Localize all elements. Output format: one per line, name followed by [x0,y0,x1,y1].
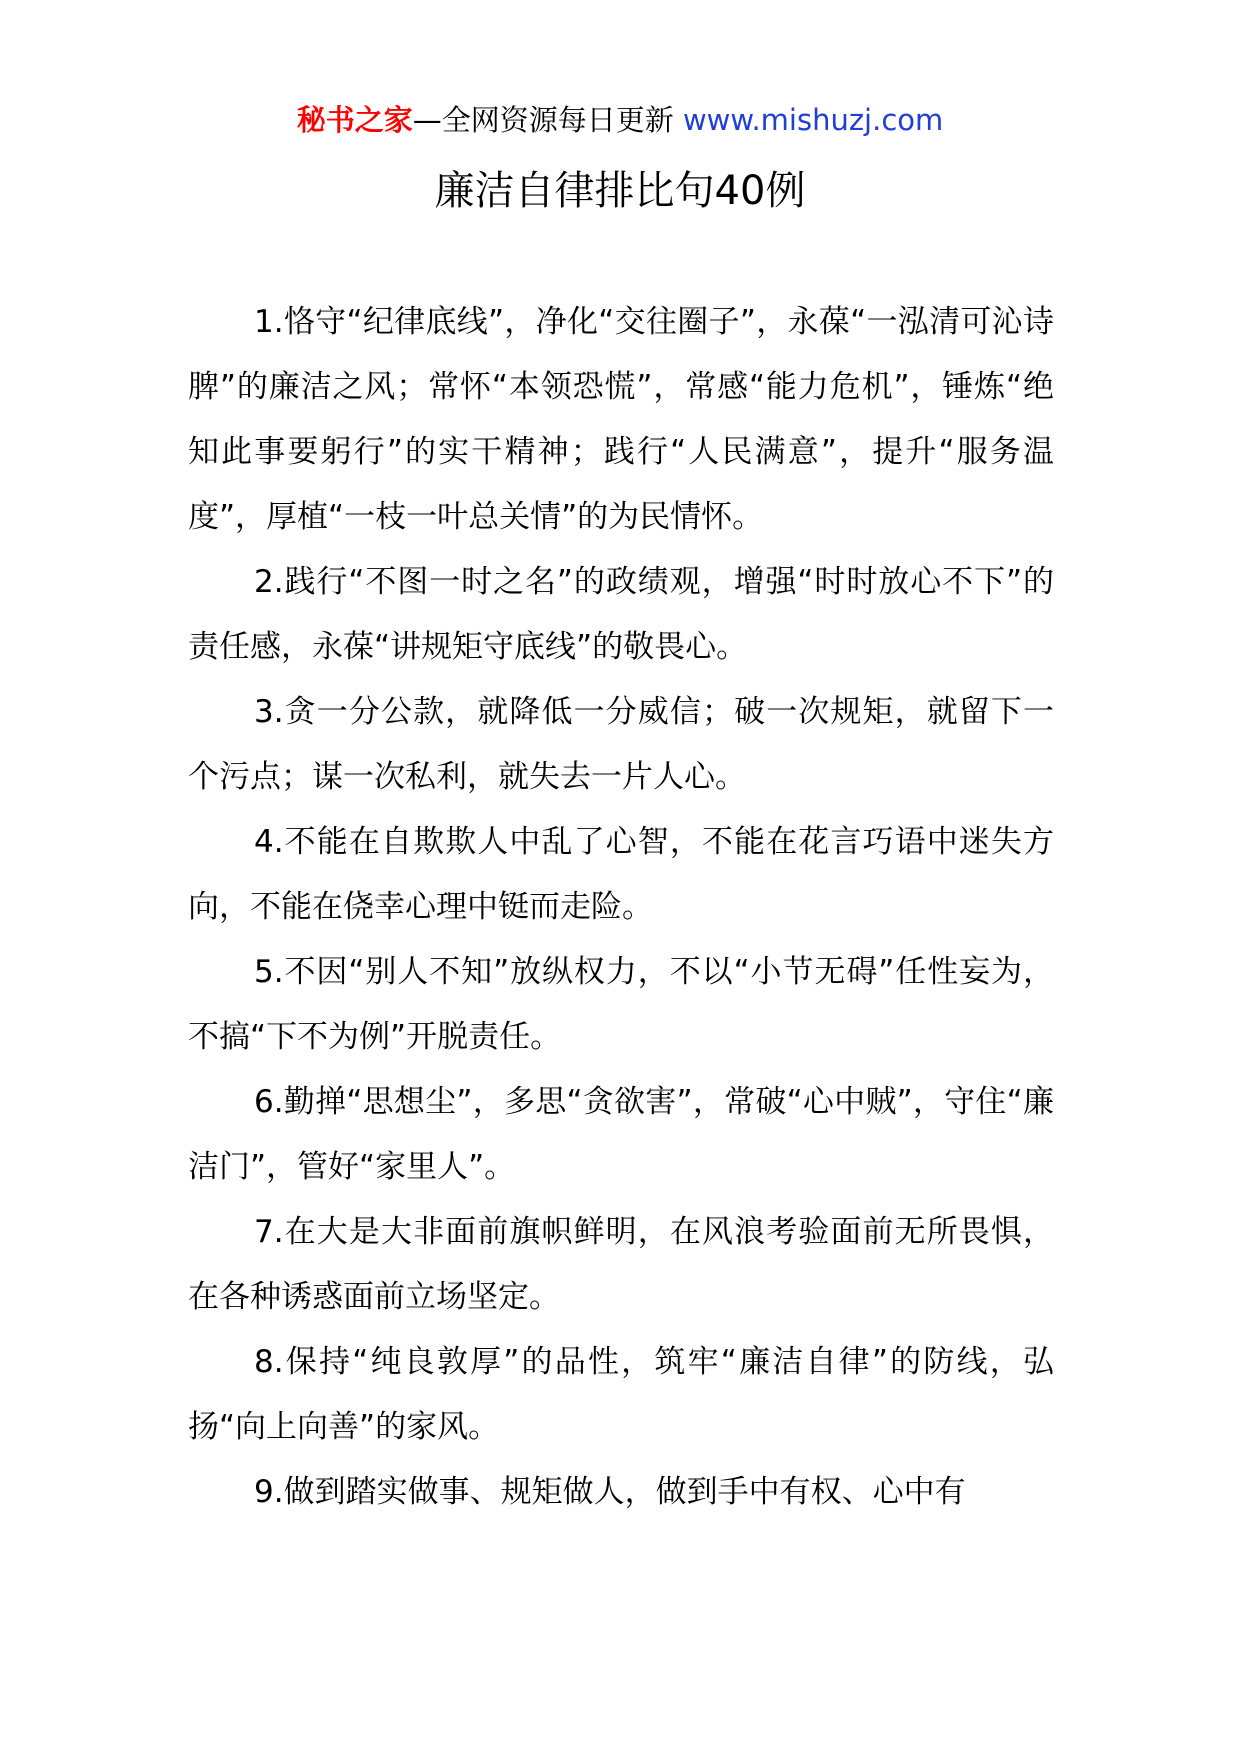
paragraph-6: 6.勤掸“思想尘”，多思“贪欲害”，常破“心中贼”，守住“廉洁门”，管好“家里人”。 [188,1084,1054,1185]
paragraph-2: 2.践行“不图一时之名”的政绩观，增强“时时放心不下”的责任感，永葆“讲规矩守底线”的敬畏心。 [188,564,1054,665]
paragraph-5: 5.不因“别人不知”放纵权力，不以“小节无碍”任性妄为，不搞“下不为例”开脱责任。 [188,954,1054,1055]
paragraph-4: 4.不能在自欺欺人中乱了心智，不能在花言巧语中迷失方向，不能在侥幸心理中铤而走险。 [188,824,1054,925]
document-body [188,290,1054,1525]
site-url-link[interactable]: www.mishuzj.com [682,103,944,137]
site-brand: 秘书之家 [296,103,413,137]
site-header [0,100,1240,140]
paragraph-9: 9.做到踏实做事、规矩做人，做到手中有权、心中有 [254,1474,966,1510]
paragraph-8: 8.保持“纯良敦厚”的品性，筑牢“廉洁自律”的防线，弘扬“向上向善”的家风。 [188,1344,1054,1445]
document-title: 廉洁自律排比句40例 [434,168,806,214]
site-tagline: —全网资源每日更新 [412,103,683,137]
paragraph-1: 1.恪守“纪律底线”，净化“交往圈子”，永葆“一泓清可沁诗脾”的廉洁之风；常怀“本领恐慌”，常感“能力危机”，锤炼“绝知此事要躬行”的实干精神；践行“人民满意”，提升“服务温度”，厚植“一枝一叶总关情”的为民情怀。 [188,304,1054,535]
paragraph-7: 7.在大是大非面前旗帜鲜明，在风浪考验面前无所畏惧，在各种诱惑面前立场坚定。 [188,1214,1054,1315]
paragraph-3: 3.贪一分公款，就降低一分威信；破一次规矩，就留下一个污点；谋一次私利，就失去一片人心。 [188,694,1054,795]
